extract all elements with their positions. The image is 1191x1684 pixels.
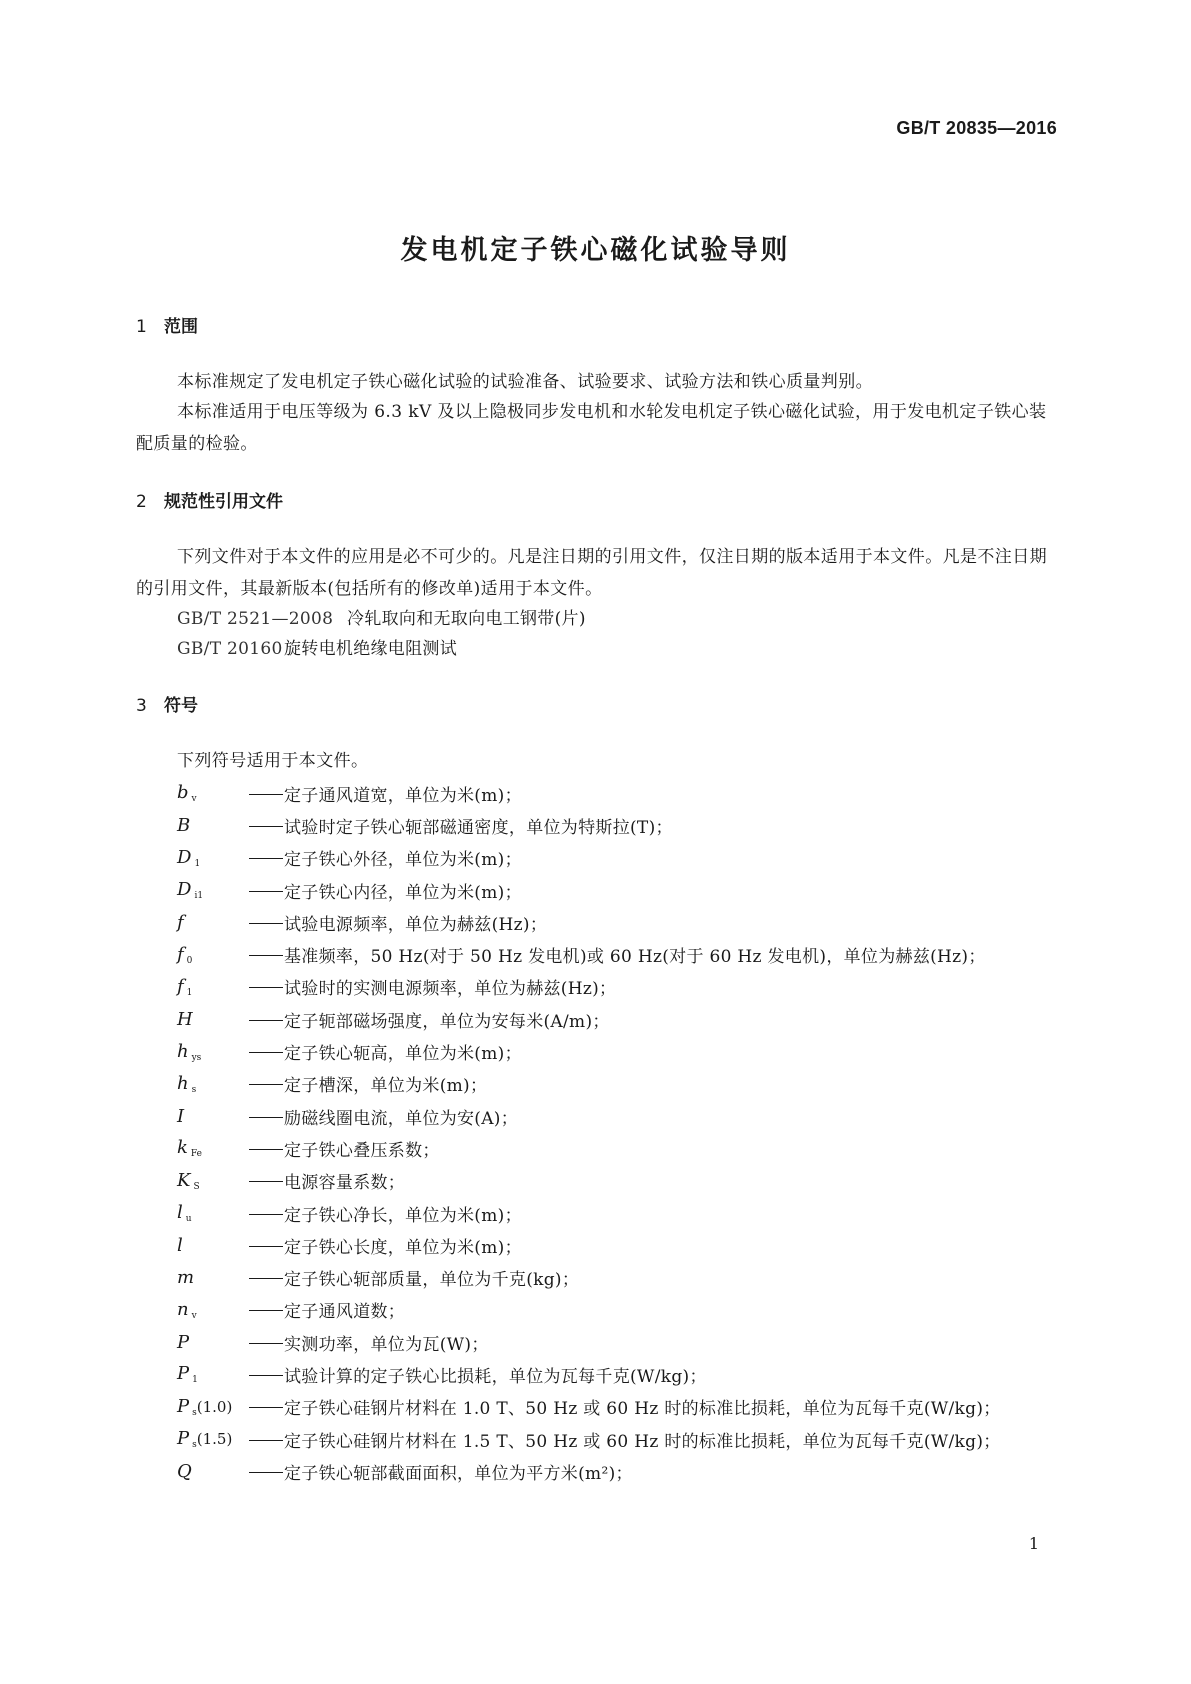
symbol-subscript: v xyxy=(191,1310,197,1321)
symbol xyxy=(177,847,249,869)
section-1-heading xyxy=(136,312,198,337)
symbol-base: l xyxy=(177,1234,183,1256)
section-title: 范围 xyxy=(164,317,198,337)
symbol-description: 励磁线圈电流，单位为安(A)； xyxy=(284,1108,519,1129)
symbol-base: K xyxy=(177,1169,191,1191)
symbol-row xyxy=(177,1100,1077,1132)
symbol-base: D xyxy=(177,846,192,868)
em-dash-separator xyxy=(249,1181,283,1182)
symbol-row xyxy=(177,809,1077,841)
symbol-base: b xyxy=(177,782,189,804)
symbol xyxy=(177,1461,249,1482)
symbol-description: 定子铁心长度，单位为米(m)； xyxy=(284,1237,522,1258)
symbol-description: 基准频率，50 Hz(对于 50 Hz 发电机)或 60 Hz(对于 60 Hz 发电机)，单位为赫兹(Hz)； xyxy=(284,947,986,968)
em-dash-separator xyxy=(249,1149,283,1150)
section-3-heading xyxy=(136,691,198,716)
symbol-subscript: s xyxy=(192,1407,197,1418)
symbol-row xyxy=(177,777,1077,809)
symbol xyxy=(177,1267,249,1288)
symbol-description: 定子通风道宽，单位为米(m)； xyxy=(284,785,522,806)
symbol-base: f xyxy=(177,975,184,997)
symbol-base: h xyxy=(177,1072,189,1094)
symbol xyxy=(177,815,249,836)
section-number: 3 xyxy=(136,696,147,716)
symbol-row xyxy=(177,1197,1077,1229)
symbol-description: 定子铁心外径，单位为米(m)； xyxy=(284,850,522,871)
symbol xyxy=(177,782,249,804)
symbol-base: D xyxy=(177,879,192,901)
symbol-base: Q xyxy=(177,1460,192,1482)
em-dash-separator xyxy=(249,1117,283,1118)
symbol xyxy=(177,1170,249,1192)
em-dash-separator xyxy=(249,955,283,956)
symbol-base: P xyxy=(177,1331,190,1353)
symbol-description: 定子铁心内径，单位为米(m)； xyxy=(284,882,522,903)
symbol-subscript: 0 xyxy=(186,955,193,966)
em-dash-separator xyxy=(249,1278,283,1279)
symbol xyxy=(177,944,249,966)
symbols-intro: 下列符号适用于本文件。 xyxy=(177,751,369,771)
symbol-base: P xyxy=(177,1395,190,1417)
symbol-row xyxy=(177,971,1077,1003)
document-title: 发电机定子铁心磁化试验导则 xyxy=(400,235,791,266)
reference-item xyxy=(177,604,586,629)
symbol xyxy=(177,1009,249,1030)
symbol-row xyxy=(177,1132,1077,1164)
symbol xyxy=(177,1235,249,1256)
symbol-subscript: 1 xyxy=(192,1375,198,1386)
symbol-description: 定子铁心轭高，单位为米(m)； xyxy=(284,1044,522,1065)
symbol-subscript: u xyxy=(185,1214,192,1224)
symbol-description: 定子铁心净长，单位为米(m)； xyxy=(284,1205,522,1226)
em-dash-separator xyxy=(249,1020,283,1021)
symbol-row xyxy=(177,842,1077,874)
symbol-base: P xyxy=(177,1428,190,1450)
reference-title: 旋转电机绝缘电阻测试 xyxy=(284,639,457,659)
symbol-row xyxy=(177,1035,1077,1067)
paragraph: 下列文件对于本文件的应用是必不可少的。凡是注日期的引用文件，仅注日期的版本适用于本文件。凡是不注日期的引用文件，其最新版本(包括所有的修改单)适用于本文件。 xyxy=(136,547,1047,599)
symbol-description: 试验电源频率，单位为赫兹(Hz)； xyxy=(284,914,548,935)
paragraph: 本标准规定了发电机定子铁心磁化试验的试验准备、试验要求、试验方法和铁心质量判别。 xyxy=(177,372,873,392)
symbol-row xyxy=(177,1423,1077,1455)
symbol-description: 定子轭部磁场强度，单位为安每米(A/m)； xyxy=(284,1011,610,1032)
symbol-base: l xyxy=(177,1202,183,1223)
symbol xyxy=(177,1396,249,1418)
symbol-qualifier: (1.0) xyxy=(196,1397,233,1416)
symbol xyxy=(177,879,249,901)
symbol-subscript: i1 xyxy=(194,891,204,902)
reference-code: GB/T 20160 xyxy=(177,639,283,659)
symbol-base: h xyxy=(177,1040,189,1062)
section-number: 2 xyxy=(136,492,147,512)
symbol-description: 试验计算的定子铁心比损耗，单位为瓦每千克(W/kg)； xyxy=(284,1366,707,1387)
standard-number: GB/T 20835—2016 xyxy=(896,118,1057,138)
symbol-description: 定子铁心叠压系数； xyxy=(284,1140,440,1161)
section-title: 规范性引用文件 xyxy=(164,492,283,512)
page-number: 1 xyxy=(1028,1534,1039,1553)
em-dash-separator xyxy=(249,1343,283,1344)
symbol xyxy=(177,1202,249,1224)
symbol-base: B xyxy=(177,814,191,836)
symbol-base: I xyxy=(177,1105,185,1127)
symbol xyxy=(177,1363,249,1385)
symbol-row xyxy=(177,1261,1077,1293)
em-dash-separator xyxy=(249,1440,283,1441)
symbol xyxy=(177,1428,249,1450)
symbol-row xyxy=(177,1455,1077,1487)
section-2-heading xyxy=(136,487,283,512)
symbol-base: k xyxy=(177,1137,188,1159)
em-dash-separator xyxy=(249,891,283,892)
symbol xyxy=(177,1299,249,1321)
em-dash-separator xyxy=(249,794,283,795)
em-dash-separator xyxy=(249,1472,283,1473)
symbol-description: 定子槽深，单位为米(m)； xyxy=(284,1076,488,1097)
symbol-row xyxy=(177,938,1077,970)
em-dash-separator xyxy=(249,1052,283,1053)
em-dash-separator xyxy=(249,1084,283,1085)
symbol-base: f xyxy=(177,911,184,933)
em-dash-separator xyxy=(249,1407,283,1408)
symbol-subscript: 1 xyxy=(186,987,193,998)
symbol-description: 试验时的实测电源频率，单位为赫兹(Hz)； xyxy=(284,979,617,1000)
symbol-subscript: 1 xyxy=(194,858,201,869)
em-dash-separator xyxy=(249,987,283,988)
symbol-subscript: Fe xyxy=(190,1149,203,1160)
symbol-description: 电源容量系数； xyxy=(284,1173,406,1194)
symbol-description: 定子通风道数； xyxy=(284,1302,406,1323)
symbol-row xyxy=(177,906,1077,938)
symbol-list xyxy=(177,777,1077,1488)
symbol-qualifier: (1.5) xyxy=(196,1430,233,1449)
reference-title: 冷轧取向和无取向电工钢带(片) xyxy=(347,609,586,629)
em-dash-separator xyxy=(249,826,283,827)
symbol-row xyxy=(177,1358,1077,1390)
symbol-subscript: ys xyxy=(191,1052,202,1063)
paragraph: 本标准适用于电压等级为 6.3 kV 及以上隐极同步发电机和水轮发电机定子铁心磁化试验，用于发电机定子铁心装配质量的检验。 xyxy=(136,402,1047,454)
symbol-base: H xyxy=(177,1008,193,1030)
em-dash-separator xyxy=(249,858,283,859)
symbol-subscript: S xyxy=(193,1181,200,1192)
symbol-subscript: v xyxy=(191,794,197,805)
reference-code: GB/T 2521—2008 xyxy=(177,609,334,629)
symbol-description: 定子铁心硅钢片材料在 1.5 T、50 Hz 或 60 Hz 时的标准比损耗，单位为瓦每千克(W/kg)； xyxy=(284,1431,1001,1452)
em-dash-separator xyxy=(249,1375,283,1376)
symbol-description: 实测功率，单位为瓦(W)； xyxy=(284,1334,489,1355)
symbol xyxy=(177,1106,249,1127)
symbol-base: m xyxy=(177,1267,195,1289)
symbol-subscript: s xyxy=(192,1440,197,1451)
section-title: 符号 xyxy=(164,696,198,716)
reference-item xyxy=(177,634,457,659)
symbol xyxy=(177,1332,249,1353)
symbol-description: 定子铁心轭部质量，单位为千克(kg)； xyxy=(284,1270,580,1291)
symbol-row xyxy=(177,1391,1077,1423)
symbol xyxy=(177,1041,249,1063)
symbol xyxy=(177,976,249,998)
symbol xyxy=(177,912,249,933)
em-dash-separator xyxy=(249,1310,283,1311)
symbol-row xyxy=(177,1165,1077,1197)
symbol xyxy=(177,1137,249,1159)
symbol-row xyxy=(177,874,1077,906)
section-number: 1 xyxy=(136,317,147,337)
symbol-subscript: s xyxy=(191,1084,197,1095)
symbol-base: P xyxy=(177,1363,190,1385)
symbol-row xyxy=(177,1294,1077,1326)
symbol-row xyxy=(177,1003,1077,1035)
symbol xyxy=(177,1073,249,1095)
em-dash-separator xyxy=(249,1246,283,1247)
symbol-row xyxy=(177,1229,1077,1261)
symbol-description: 试验时定子铁心轭部磁通密度，单位为特斯拉(T)； xyxy=(284,817,673,838)
symbol-base: n xyxy=(177,1298,189,1320)
symbol-base: f xyxy=(177,943,184,965)
symbol-description: 定子铁心轭部截面面积，单位为平方米(m²)； xyxy=(284,1463,633,1484)
symbol-description: 定子铁心硅钢片材料在 1.0 T、50 Hz 或 60 Hz 时的标准比损耗，单位为瓦每千克(W/kg)； xyxy=(284,1399,1001,1420)
em-dash-separator xyxy=(249,923,283,924)
symbol-row xyxy=(177,1068,1077,1100)
em-dash-separator xyxy=(249,1214,283,1215)
symbol-row xyxy=(177,1326,1077,1358)
